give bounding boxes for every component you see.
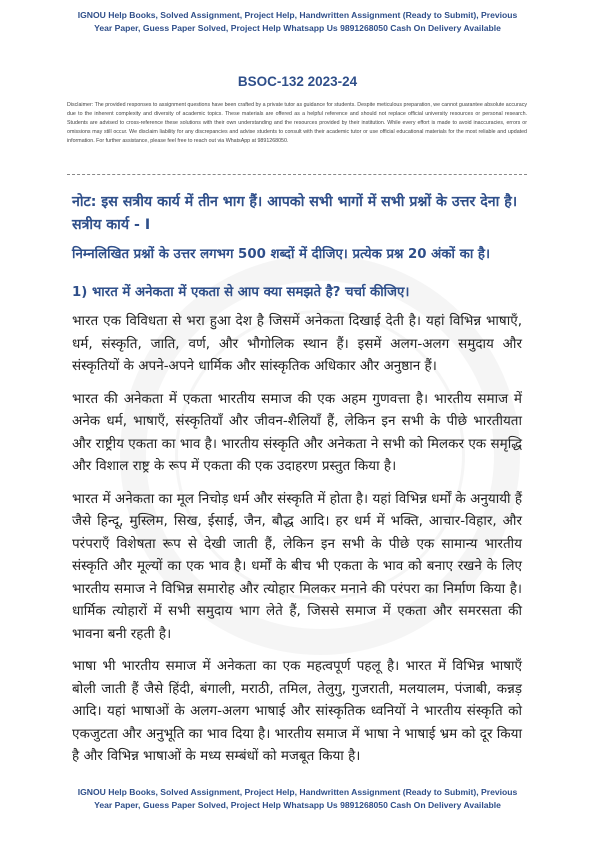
header-line-2: Year Paper, Guess Paper Solved, Project Help Whatsapp Us 9891268050 Cash On Delivery Available bbox=[94, 23, 501, 33]
divider bbox=[67, 174, 527, 175]
answer-paragraph: भारत में अनेकता का मूल निचोड़ धर्म और संस्कृति में होता है। यहां विभिन्न धर्मों के अनुयायी हैं जैसे हिन्दू, मुस्लिम, सिख, ईसाई, जैन, बौद्ध आदि। हर धर्म में भक्ति, आचार-विहार, और परंपराएँ विशेषता रूप से देखी जाती हैं, लेकिन इन सभी के पीछे एक सामान्य भारतीय संस्कृति और मूल्यों का एक भाव है। धर्मों के बीच भी एकता के भाव को बनाए रखने के लिए भारतीय समाज ने विभिन्न समारोह और त्योहार मिलकर मनाने की परंपरा का निर्माण किया है। धार्मिक त्योहारों में सभी समुदाय भाग लेते हैं, जिससे समाज में एकता और समरसता की भावना बनी रहती है। bbox=[72, 490, 522, 642]
footer-line-1: IGNOU Help Books, Solved Assignment, Project Help, Handwritten Assignment (Ready to Submit), Previous bbox=[77, 787, 518, 797]
footer-banner bbox=[40, 786, 555, 812]
answer-paragraph: भारत की अनेकता में एकता भारतीय समाज की एक अहम गुणवत्ता है। भारतीय समाज में अनेक धर्म, भाषाएँ, संस्कृतियाँ और जीवन-शैलियाँ हैं, लेकिन इन सभी के पीछे भारतीयता और राष्ट्रीय एकता का भाव है। भारतीय संस्कृति और अनेकता ने सभी को मिलकर एक समृद्धि और विशाल राष्ट्र के रूप में एकता की एक उदाहरण प्रस्तुत किया है। bbox=[72, 390, 522, 474]
instruction-text: निम्नलिखित प्रश्नों के उत्तर लगभग 500 शब्दों में दीजिए। प्रत्येक प्रश्न 20 अंकों का है। bbox=[72, 247, 490, 262]
answer-body bbox=[72, 310, 522, 778]
answer-paragraph: भारत एक विविधता से भरा हुआ देश है जिसमें अनेकता दिखाई देती है। यहां विभिन्न भाषाएँ, धर्म, संस्कृति, जाति, वर्ण, और भौगोलिक स्थान हैं। इसमें अलग-अलग समुदाय और संस्कृतियों के अपने-अपने धार्मिक और सांस्कृतिक अधिकार और अनुष्ठान हैं। bbox=[72, 313, 522, 374]
header-banner bbox=[40, 9, 555, 35]
document-title: BSOC-132 2023-24 bbox=[237, 74, 358, 89]
question-heading: 1) भारत में अनेकता में एकता से आप क्या समझते है? चर्चा कीजिए। bbox=[72, 285, 410, 300]
header-line-1: IGNOU Help Books, Solved Assignment, Project Help, Handwritten Assignment (Ready to Submit), Previous bbox=[77, 10, 518, 20]
disclaimer-text: Disclaimer: The provided responses to assignment questions have been crafted by a private tutor as guidance for students. Despite meticulous preparation, we cannot guarantee absolute accuracy due to the inherent complexity and diversity of academic topics. These materials are offered as a helpful reference and should not replace official university resources or personal research. Students are advised to cross-reference these solutions with their own understanding and the resources provided by their institution. While every effort is made to avoid inaccuracies, errors or omissions may still occur. We disclaim liability for any discrepancies and advise students to consult with their academic tutor or use official educational materials for the most reliable and updated information. For further assistance, please feel free to reach out via WhatsApp at 9891268050. bbox=[67, 102, 527, 145]
footer-line-2: Year Paper, Guess Paper Solved, Project Help Whatsapp Us 9891268050 Cash On Delivery Available bbox=[94, 800, 501, 810]
answer-paragraph: भाषा भी भारतीय समाज में अनेकता का एक महत्वपूर्ण पहलू है। भारत में विभिन्न भाषाएँ बोली जाती हैं जैसे हिंदी, बंगाली, मराठी, तमिल, तेलुगु, गुजराती, मलयालम, पंजाबी, कन्नड़ आदि। यहां भाषाओं के अलग-अलग भाषाई और सांस्कृतिक ध्वनियों ने भारतीय संस्कृति को एकजुटता और अनुभूति का भाव दिया है। भारतीय समाज में भाषा ने भाषाई भ्रम को दूर किया है और विभिन्न भाषाओं के मध्य सम्बंधों को मजबूत किया है। bbox=[72, 658, 522, 764]
assignment-note: नोट: इस सत्रीय कार्य में तीन भाग हैं। आपको सभी भागों में सभी प्रश्नों के उत्तर देना है। सत्रीय कार्य - I bbox=[72, 194, 518, 233]
